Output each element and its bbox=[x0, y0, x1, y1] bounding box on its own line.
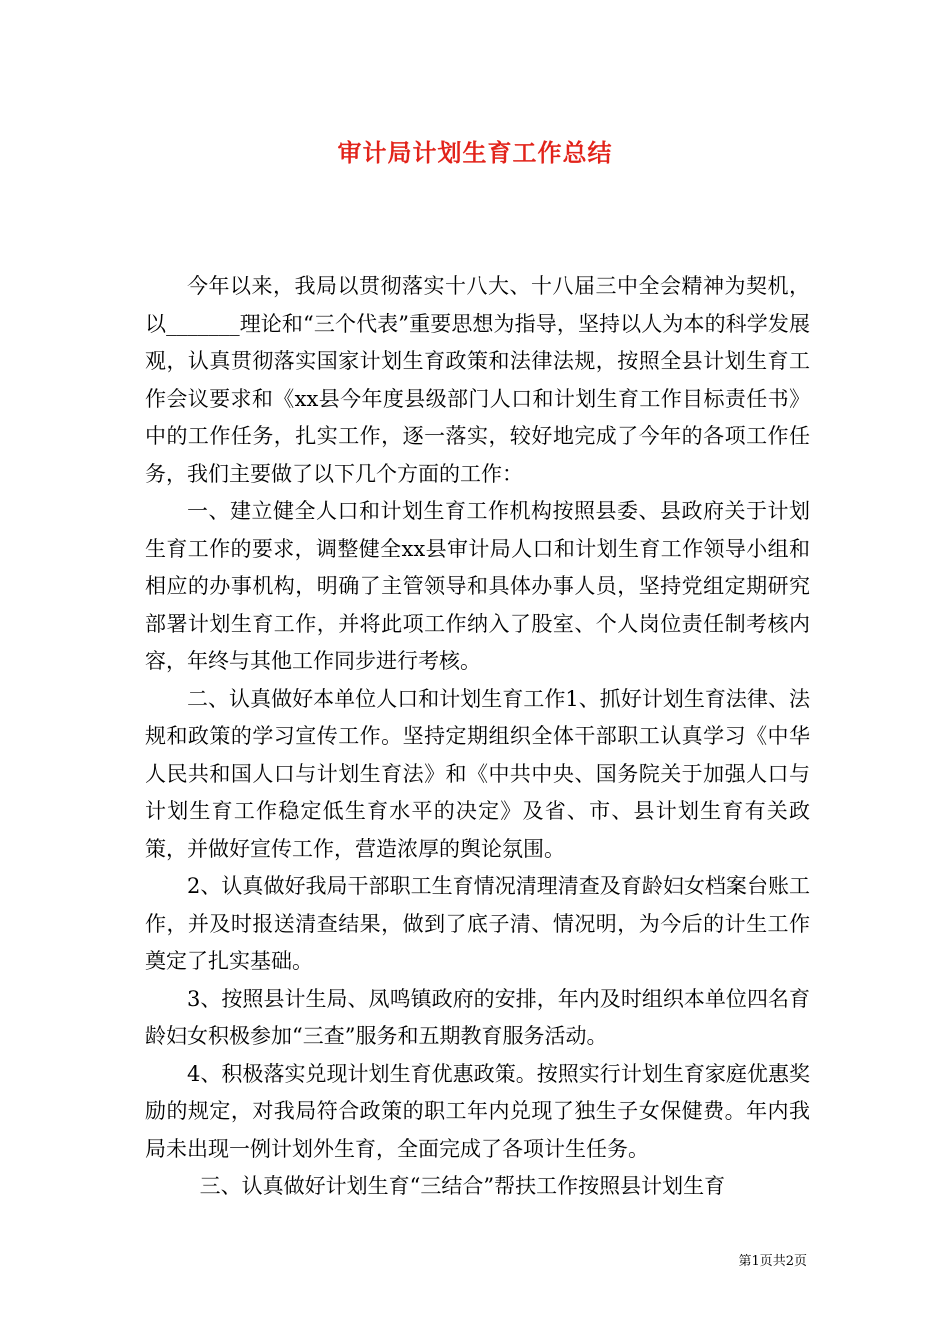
document-title: 审计局计划生育工作总结 bbox=[337, 138, 613, 167]
paragraph-section-1: 一、建立健全人口和计划生育工作机构按照县委、县政府关于计划生育工作的要求，调整健全xx县审计局人口和计划生育工作领导小组和相应的办事机构，明确了主管领导和具体办事人员，坚持党组定期研究部署计划生育工作，并将此项工作纳入了股室、个人岗位责任制考核内容，年终与其他工作同步进行考核。 bbox=[145, 499, 810, 673]
page-number: 第1页共2页 bbox=[738, 1254, 807, 1269]
paragraph-section-3: 三、认真做好计划生育“三结合”帮扶工作按照县计划生育 bbox=[199, 1174, 726, 1198]
paragraph-item-3: 3、按照县计生局、凤鸣镇政府的安排，年内及时组织本单位四名育龄妇女积极参加“三查”服务和五期教育服务活动。 bbox=[145, 986, 810, 1048]
paragraph-intro: 今年以来，我局以贯彻落实十八大、十八届三中全会精神为契机，以_______理论和“三个代表”重要思想为指导，坚持以人为本的科学发展观，认真贯彻落实国家计划生育政策和法律法规，按照全县计划生育工作会议要求和《xx县今年度县级部门人口和计划生育工作目标责任书》中的工作任务，扎实工作，逐一落实，较好地完成了今年的各项工作任务，我们主要做了以下几个方面的工作： bbox=[145, 274, 810, 486]
paragraph-item-4: 4、积极落实兑现计划生育优惠政策。按照实行计划生育家庭优惠奖励的规定，对我局符合政策的职工年内兑现了独生子女保健费。年内我局未出现一例计划外生育，全面完成了各项计生任务。 bbox=[145, 1061, 810, 1161]
document-body bbox=[145, 268, 810, 1206]
paragraph-section-2: 二、认真做好本单位人口和计划生育工作1、抓好计划生育法律、法规和政策的学习宣传工作。坚持定期组织全体干部职工认真学习《中华人民共和国人口与计划生育法》和《中共中央、国务院关于加强人口与计划生育工作稳定低生育水平的决定》及省、市、县计划生育有关政策，并做好宣传工作，营造浓厚的舆论氛围。 bbox=[145, 686, 810, 861]
paragraph-item-2: 2、认真做好我局干部职工生育情况清理清查及育龄妇女档案台账工作，并及时报送清查结果，做到了底子清、情况明，为今后的计生工作奠定了扎实基础。 bbox=[145, 874, 810, 973]
